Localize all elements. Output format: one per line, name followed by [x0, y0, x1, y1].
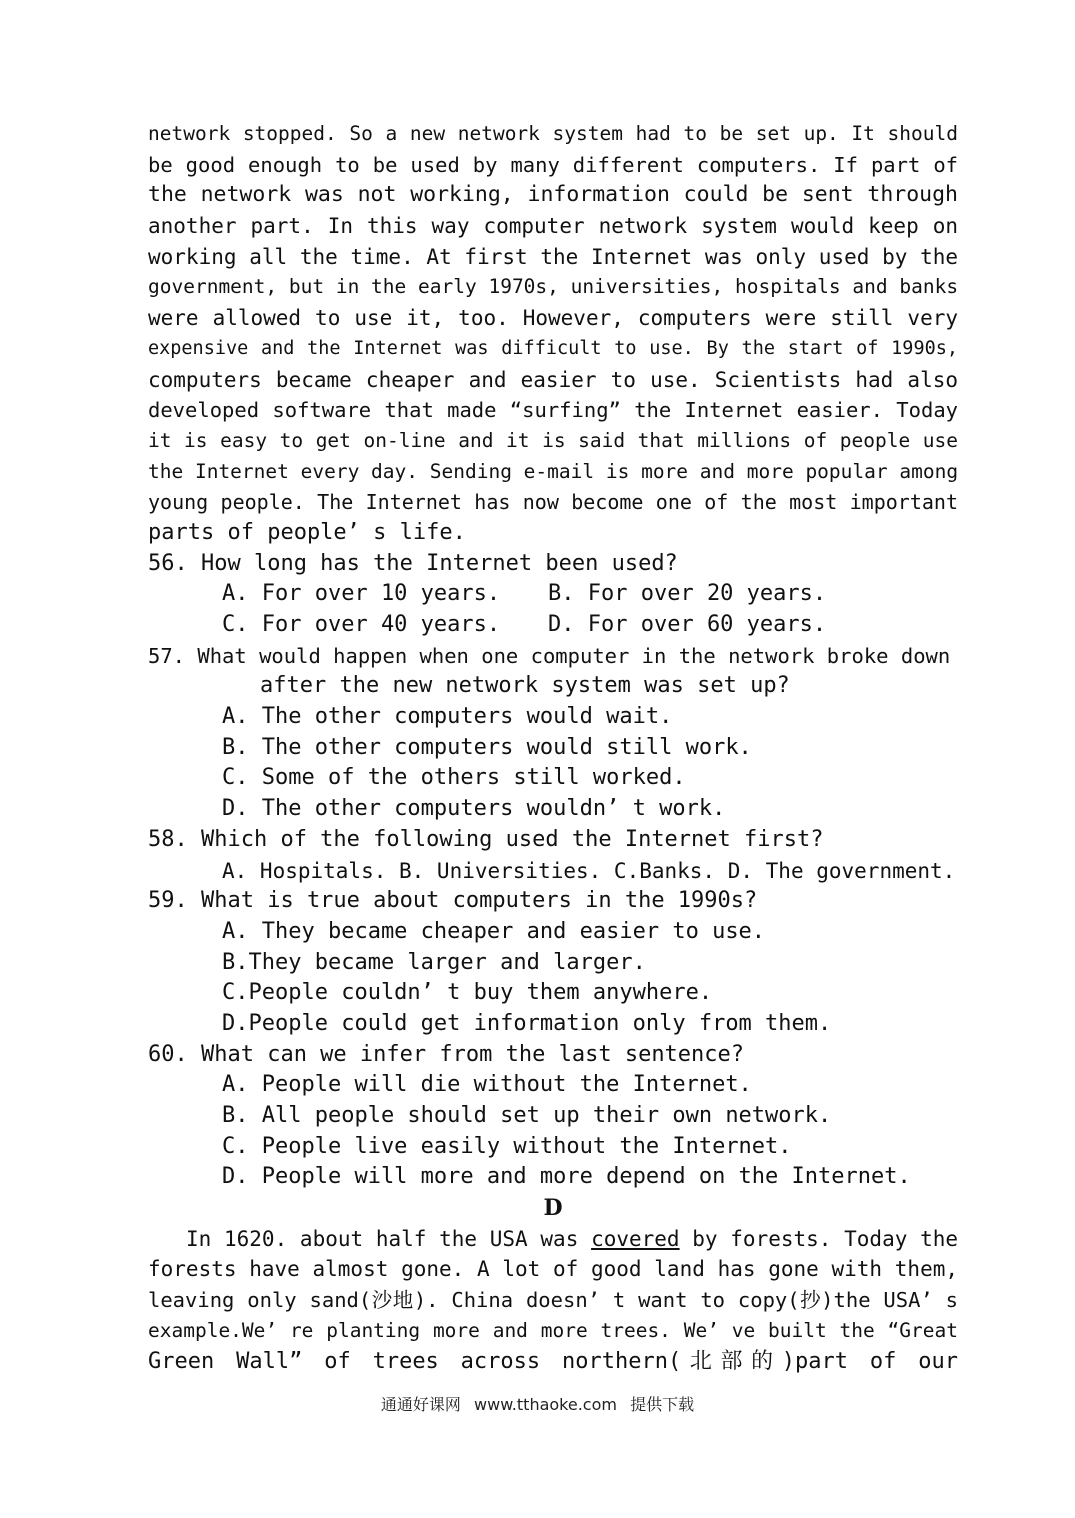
question-stem: 59. What is true about computers in the 1990s?: [148, 888, 758, 914]
option-a: A. The other computers would wait.: [222, 704, 673, 730]
question-stem: 57. What would happen when one computer in the network broke down: [148, 643, 951, 668]
page-footer: [0, 1392, 1075, 1415]
option-b: B. For over 20 years.: [548, 581, 827, 607]
passage-c: [148, 119, 958, 549]
section-heading: D: [543, 1195, 563, 1222]
question-56: [148, 549, 958, 641]
passage-line: the network was not working, information could be sent through: [148, 182, 958, 208]
question-stem-continued: after the new network system was set up?: [260, 673, 790, 699]
passage-line: expensive and the Internet was difficult to use. By the start of 1990s,: [148, 337, 958, 359]
option-d: D. For over 60 years.: [548, 612, 827, 637]
footer-site-name: 通通好课网: [380, 1395, 461, 1414]
passage-line: network stopped. So a new network system had to be set up. It should: [148, 122, 958, 145]
options-inline: A. Hospitals. B. Universities. C.Banks. D. The government.: [222, 858, 956, 883]
passage-line: the Internet every day. Sending e-mail is more and more popular among: [148, 459, 959, 483]
section-d: [148, 1193, 958, 1377]
passage-line: young people. The Internet has now become one of the most important: [148, 490, 958, 515]
option-d: D. The other computers wouldn’ t work.: [222, 796, 726, 822]
passage-line: developed software that made “surfing” the Internet easier. Today: [148, 398, 958, 423]
passage-line: working all the time. At first the Internet was only used by the: [148, 244, 958, 269]
option-a: A. People will die without the Internet.: [222, 1072, 752, 1098]
passage-line: forests have almost gone. A lot of good land has gone with them,: [148, 1257, 958, 1282]
option-d: D. People will more and more depend on the Internet.: [222, 1164, 911, 1190]
passage-line: example.We’ re planting more and more trees. We’ ve built the “Great: [148, 1318, 958, 1342]
passage-line: government, but in the early 1970s, universities, hospitals and banks: [148, 275, 959, 299]
option-c: C.People couldn’ t buy them anywhere.: [222, 980, 713, 1006]
passage-line: were allowed to use it, too. However, computers were still very: [148, 306, 958, 331]
option-a: A. For over 10 years.: [222, 581, 501, 607]
question-59: [148, 886, 958, 1039]
passage-line: leaving only sand(沙地). China doesn’ t want to copy(抄)the USA’ s: [148, 1288, 958, 1313]
passage-line: Green Wall” of trees across northern(北部的)part of our: [148, 1348, 958, 1374]
question-57: [148, 641, 958, 825]
option-d: D.People could get information only from them.: [222, 1010, 832, 1036]
document-page: [148, 119, 958, 1377]
option-c: C. Some of the others still worked.: [222, 765, 686, 791]
option-c: C. People live easily without the Internet.: [222, 1133, 792, 1159]
option-a: A. They became cheaper and easier to use.: [222, 918, 766, 944]
passage-text: by forests. Today the: [679, 1226, 958, 1251]
option-row: [148, 579, 958, 610]
option-row: [148, 610, 958, 641]
question-stem: 56. How long has the Internet been used?: [148, 550, 678, 576]
footer-url[interactable]: www.tthaoke.com: [474, 1395, 617, 1414]
underlined-word: covered: [591, 1226, 680, 1251]
passage-line: it is easy to get on-line and it is said that millions of people use: [148, 428, 958, 452]
question-58: [148, 825, 958, 886]
footer-note: 提供下载: [630, 1395, 695, 1414]
passage-line: another part. In this way computer network system would keep on: [148, 214, 958, 239]
passage-line: [148, 1224, 958, 1255]
passage-text: In 1620. about half the USA was: [186, 1226, 592, 1251]
option-b: B.They became larger and larger.: [222, 949, 646, 975]
passage-line: be good enough to be used by many different computers. If part of: [148, 152, 958, 177]
passage-line: computers became cheaper and easier to use. Scientists had also: [148, 367, 958, 392]
option-c: C. For over 40 years.: [222, 612, 501, 637]
question-60: [148, 1040, 958, 1193]
question-stem: 60. What can we infer from the last sentence?: [148, 1041, 745, 1067]
option-b: B. All people should set up their own network.: [222, 1103, 832, 1128]
option-b: B. The other computers would still work.: [222, 734, 752, 760]
passage-line: parts of people’ s life.: [148, 519, 466, 545]
question-stem: 58. Which of the following used the Internet first?: [148, 826, 824, 852]
